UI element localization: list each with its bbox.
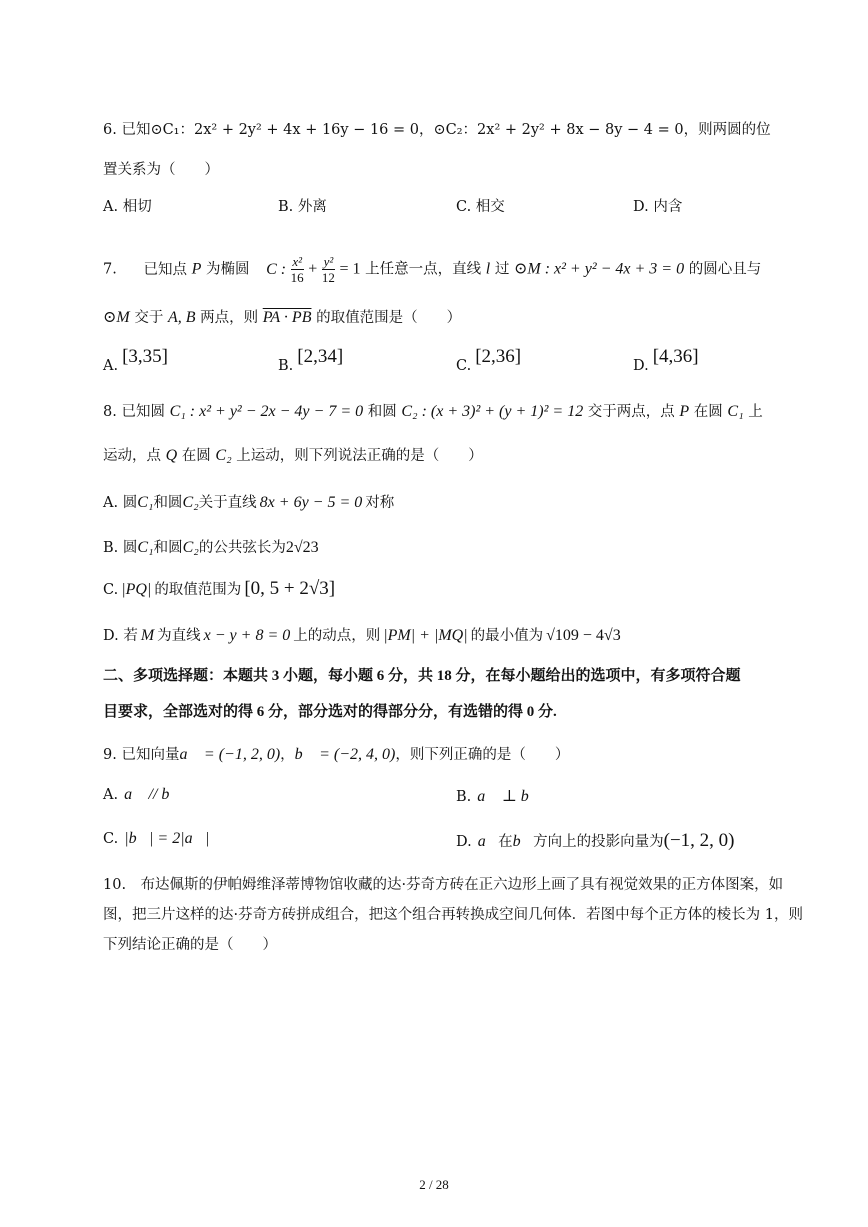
q8-circle-c1-equation: C₁ : x² + y² − 2x − 4y − 7 = 0 <box>169 403 364 420</box>
q7-text: 已知点 <box>143 261 187 278</box>
q8-text: 上 <box>748 404 763 420</box>
q8-option-a: A. 圆C₁和圆C₂关于直线 8x + 6y − 5 = 0 对称 <box>103 494 395 511</box>
q7-points-ab: A, B <box>167 309 196 326</box>
q6-option-a: A. 相切 <box>103 199 152 215</box>
q8-c1: C₁ <box>727 403 744 420</box>
q8-stem-line1 <box>103 400 808 421</box>
q7-option-b: B. [2,34] <box>278 346 344 374</box>
q8-text: 在圆 <box>181 448 211 464</box>
q7-text: 的圆心且与 <box>688 261 762 278</box>
q8-text: 上运动，则下列说法正确的是（ ） <box>236 448 483 464</box>
q8-text: 运动，点 <box>103 448 161 464</box>
section2-heading-line1: 二、多项选择题：本题共 3 小题，每小题 6 分，共 18 分，在每小题给出的选项中，有多项符合题 <box>103 668 741 684</box>
q7-options <box>103 346 808 376</box>
q9-option-b: B. a⃗ ⊥ b⃗ <box>456 788 542 805</box>
q8-option-d: D. 若 M 为直线 x − y + 8 = 0 上的动点，则 |PM| + |MQ| 的最小值为 √109 − 4√3 <box>103 627 621 644</box>
q8-option-b: B. 圆C₁和圆C₂的公共弦长为2√23 <box>103 539 319 556</box>
q8-stem-line2 <box>103 444 808 465</box>
q8-text: 交于两点，点 <box>587 404 675 420</box>
q7-text: 为椭圆 <box>205 261 250 278</box>
page-number: 2 / 28 <box>419 1177 449 1192</box>
q8-circle-c2-equation: C₂ : (x + 3)² + (y + 1)² = 12 <box>401 403 584 420</box>
q10-stem: 10. 布达佩斯的伊帕姆维泽蒂博物馆收藏的达·芬奇方砖在正六边形上画了具有视觉效果的正方体图案，如图，把三片这样的达·芬奇方砖拼成组合，把这个组合再转换成空间几何体．若图中每个正方体的棱长为 1，则下列结论正确的是（ ） <box>103 877 803 953</box>
q7-equals-one: = 1 <box>339 260 361 278</box>
q7-stem-line1 <box>103 254 808 285</box>
q9-stem: 9. 已知向量a⃗ = (−1, 2, 0)，b⃗ = (−2, 4, 0)，则下列正确的是（ ） <box>103 746 570 763</box>
q8-text: 和圆 <box>367 404 397 420</box>
q6-option-c: C. 相交 <box>456 199 505 215</box>
q8-text: 在圆 <box>693 404 723 420</box>
q6-option-d: D. 内含 <box>633 199 683 215</box>
q7-text: 交于 <box>134 310 164 326</box>
q9-option-a: A. a⃗ // b⃗ <box>103 786 182 803</box>
q7-var-p: P <box>191 260 202 278</box>
q8-c2: C₂ <box>215 447 232 464</box>
q7-fraction-x: $\frac{\text{x²}}{16}$ <box>290 254 304 285</box>
q8-option-c: C. |PQ| 的取值范围为 [0, 5 + 2√3] <box>103 578 336 599</box>
q7-circle-m: ⊙M <box>103 309 130 326</box>
q7-text: 过 <box>494 261 510 278</box>
q6-stem-line1: 6. 已知⊙C₁：2x² + 2y² + 4x + 16y − 16 = 0，⊙C₂：2x² + 2y² + 8x − 8y − 4 = 0，则两圆的位 <box>103 122 771 138</box>
q7-text: 的取值范围是（ ） <box>316 310 462 326</box>
q7-option-d: D. [4,36] <box>633 346 699 374</box>
q7-var-l: l <box>485 260 491 278</box>
q7-circle-m-equation: ⊙M : x² + y² − 4x + 3 = 0 <box>513 260 685 278</box>
q9-option-c: C. |b⃗| = 2|a⃗| <box>103 830 210 847</box>
q7-option-a: A. [3,35] <box>103 346 168 374</box>
q8-text: 8. 已知圆 <box>103 404 165 420</box>
q6-stem-line2: 置关系为（ ） <box>103 162 219 178</box>
q8-var-p: P <box>679 403 690 420</box>
q7-stem-line2 <box>103 306 808 327</box>
q7-number: 7. <box>103 261 117 278</box>
q7-dot-product: PA · PB <box>262 309 312 326</box>
q7-fraction-y: $\frac{\text{y²}}{12}$ <box>321 254 335 285</box>
q7-option-c: C. [2,36] <box>456 346 522 374</box>
q7-plus: + <box>308 260 318 278</box>
q9-option-d: D. a⃗在b⃗方向上的投影向量为(−1, 2, 0) <box>456 830 735 851</box>
q7-text: 上任意一点，直线 <box>365 261 482 278</box>
section2-heading-line2: 目要求，全部选对的得 6 分，部分选对的得部分分，有选错的得 0 分. <box>103 704 557 720</box>
q7-ellipse-label: C : <box>266 260 287 278</box>
q8-var-q: Q <box>165 447 178 464</box>
q6-option-b: B. 外离 <box>278 199 327 215</box>
q7-text: 两点，则 <box>200 310 259 326</box>
